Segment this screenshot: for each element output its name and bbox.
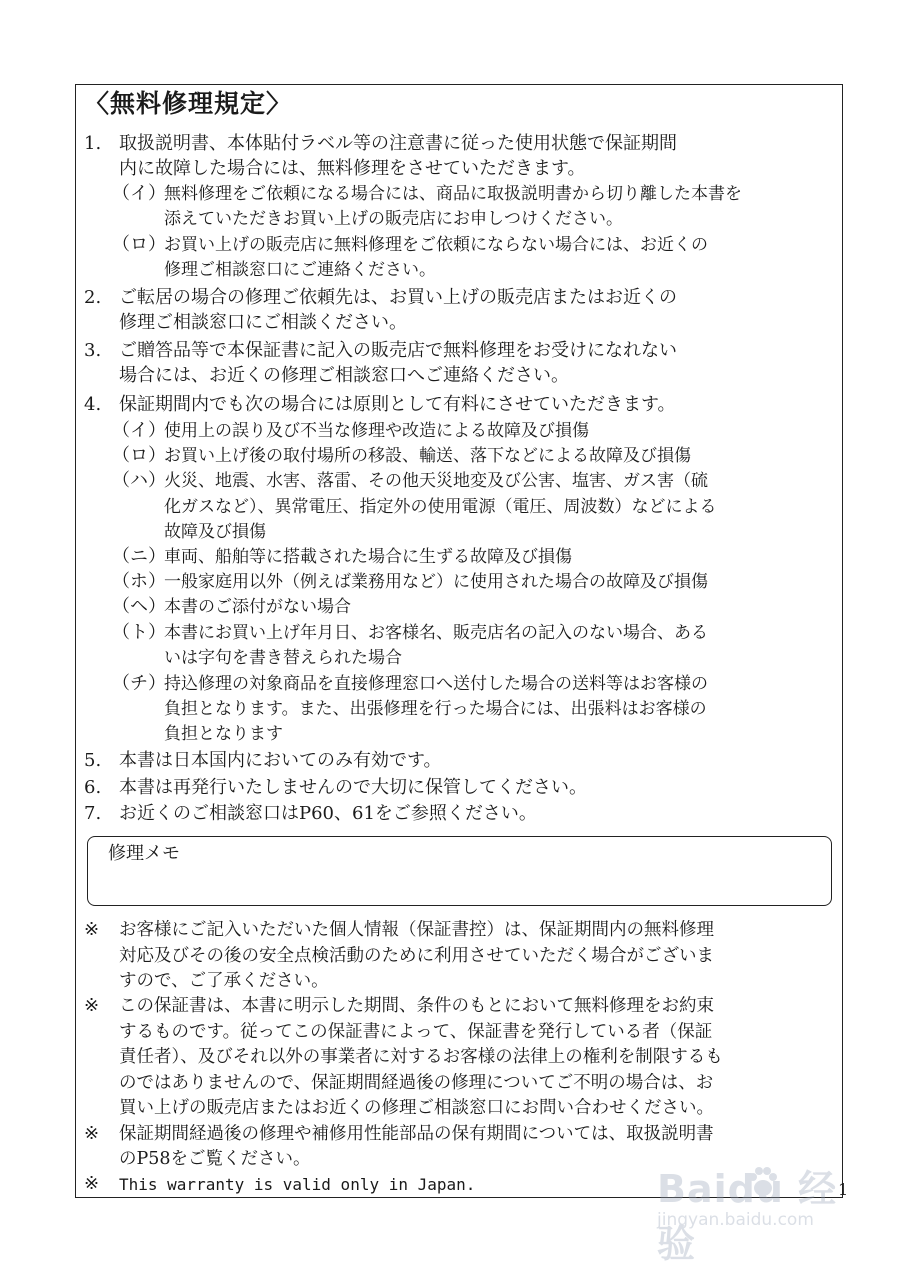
subitem-text: 故障及び損傷: [164, 522, 266, 542]
item-text: 場合には、お近くの修理ご相談窓口へご連絡ください。: [119, 365, 569, 386]
item-number: 4.: [84, 394, 102, 415]
item-text: ご贈答品等で本保証書に記入の販売店で無料修理をお受けになれない: [119, 340, 677, 361]
subitem-number: （ホ）: [112, 571, 166, 592]
subitem-text: いは字句を書き替えられた場合: [164, 648, 402, 668]
section-title: 〈無料修理規定〉: [84, 89, 293, 118]
note-text: 買い上げの販売店またはお近くの修理ご相談窓口にお問い合わせください。: [119, 1098, 714, 1118]
subitem-text: 無料修理をご依頼になる場合には、商品に取扱説明書から切り離した本書を: [164, 184, 742, 204]
note-text: のP58をご覧ください。: [119, 1149, 311, 1169]
note-mark: ※: [84, 1173, 100, 1194]
item-text: 本書は再発行いたしませんので大切に保管してください。: [119, 777, 587, 798]
subitem-number: （ハ）: [112, 470, 166, 491]
note-text: すので、ご了承ください。: [119, 971, 329, 991]
subitem-text: 持込修理の対象商品を直接修理窓口へ送付した場合の送料等はお客様の: [164, 674, 708, 694]
subitem-text: 車両、船舶等に搭載された場合に生ずる故障及び損傷: [164, 547, 572, 567]
item-number: 5.: [84, 750, 102, 771]
subitem-text: お買い上げの販売店に無料修理をご依頼にならない場合には、お近くの: [164, 235, 708, 255]
watermark-url: jingyan.baidu.com: [657, 1210, 814, 1230]
subitem-text: 添えていただきお買い上げの販売店にお申しつけください。: [164, 209, 623, 229]
subitem-number: （ト）: [112, 622, 166, 643]
item-text: 修理ご相談窓口にご相談ください。: [119, 312, 407, 333]
page-number: 1: [838, 1180, 849, 1199]
note-text-english: This warranty is valid only in Japan.: [119, 1175, 476, 1194]
note-text: 責任者）、及びそれ以外の事業者に対するお客様の法律上の権利を制限するも: [119, 1047, 723, 1067]
item-text: 内に故障した場合には、無料修理をさせていただきます。: [119, 158, 586, 179]
item-number: 6.: [84, 777, 102, 798]
note-text: この保証書は、本書に明示した期間、条件のもとにおいて無料修理をお約束: [119, 996, 714, 1016]
item-number: 3.: [84, 340, 102, 361]
subitem-text: 本書にお買い上げ年月日、お客様名、販売店名の記入のない場合、ある: [164, 623, 708, 643]
item-text: ご転居の場合の修理ご依頼先は、お買い上げの販売店またはお近くの: [119, 287, 677, 308]
repair-memo-box: [87, 836, 832, 906]
note-mark: ※: [84, 995, 100, 1016]
note-mark: ※: [84, 1123, 100, 1144]
item-number: 7.: [84, 803, 102, 824]
note-mark: ※: [84, 919, 100, 940]
subitem-text: 負担となります: [164, 724, 283, 744]
note-text: のではありませんので、保証期間経過後の修理についてご不明の場合は、お: [119, 1073, 714, 1093]
subitem-text: 火災、地震、水害、落雷、その他天災地変及び公害、塩害、ガス害（硫: [164, 471, 708, 491]
item-number: 2.: [84, 287, 102, 308]
subitem-number: （ロ）: [112, 234, 166, 255]
subitem-text: 使用上の誤り及び不当な修理や改造による故障及び損傷: [164, 421, 589, 441]
subitem-text: 修理ご相談窓口にご連絡ください。: [164, 260, 436, 280]
subitem-text: 本書のご添付がない場合: [164, 597, 351, 617]
note-text: お客様にご記入いただいた個人情報（保証書控）は、保証期間内の無料修理: [119, 920, 714, 940]
subitem-text: 一般家庭用以外（例えば業務用など）に使用された場合の故障及び損傷: [164, 572, 708, 592]
subitem-number: （チ）: [112, 673, 166, 694]
watermark: [657, 1158, 857, 1266]
subitem-text: 負担となります。また、出張修理を行った場合には、出張料はお客様の: [164, 699, 707, 719]
subitem-number: （ヘ）: [112, 596, 166, 617]
note-text: 保証期間経過後の修理や補修用性能部品の保有期間については、取扱説明書: [119, 1124, 714, 1144]
subitem-number: （イ）: [112, 183, 166, 204]
note-text: 対応及びその後の安全点検活動のために利用させていただく場合がございま: [119, 946, 714, 966]
subitem-text: お買い上げ後の取付場所の移設、輸送、落下などによる故障及び損傷: [164, 446, 691, 466]
subitem-number: （イ）: [112, 420, 166, 441]
repair-memo-label: 修理メモ: [108, 843, 180, 864]
subitem-number: （ニ）: [112, 546, 166, 567]
item-text: 本書は日本国内においてのみ有効です。: [119, 750, 442, 771]
item-text: 取扱説明書、本体貼付ラベル等の注意書に従った使用状態で保証期間: [119, 133, 677, 154]
item-text: 保証期間内でも次の場合には原則として有料にさせていただきます。: [119, 394, 676, 415]
watermark-logo: Baidu 经验: [657, 1167, 838, 1266]
note-text: するものです。従ってこの保証書によって、保証書を発行している者（保証: [119, 1022, 713, 1042]
paw-icon: [745, 1164, 781, 1200]
item-number: 1.: [84, 133, 102, 154]
item-text: お近くのご相談窓口はP60、61をご参照ください。: [119, 803, 537, 824]
subitem-text: 化ガスなど）、異常電圧、指定外の使用電源（電圧、周波数）などによる: [164, 497, 717, 517]
subitem-number: （ロ）: [112, 445, 166, 466]
